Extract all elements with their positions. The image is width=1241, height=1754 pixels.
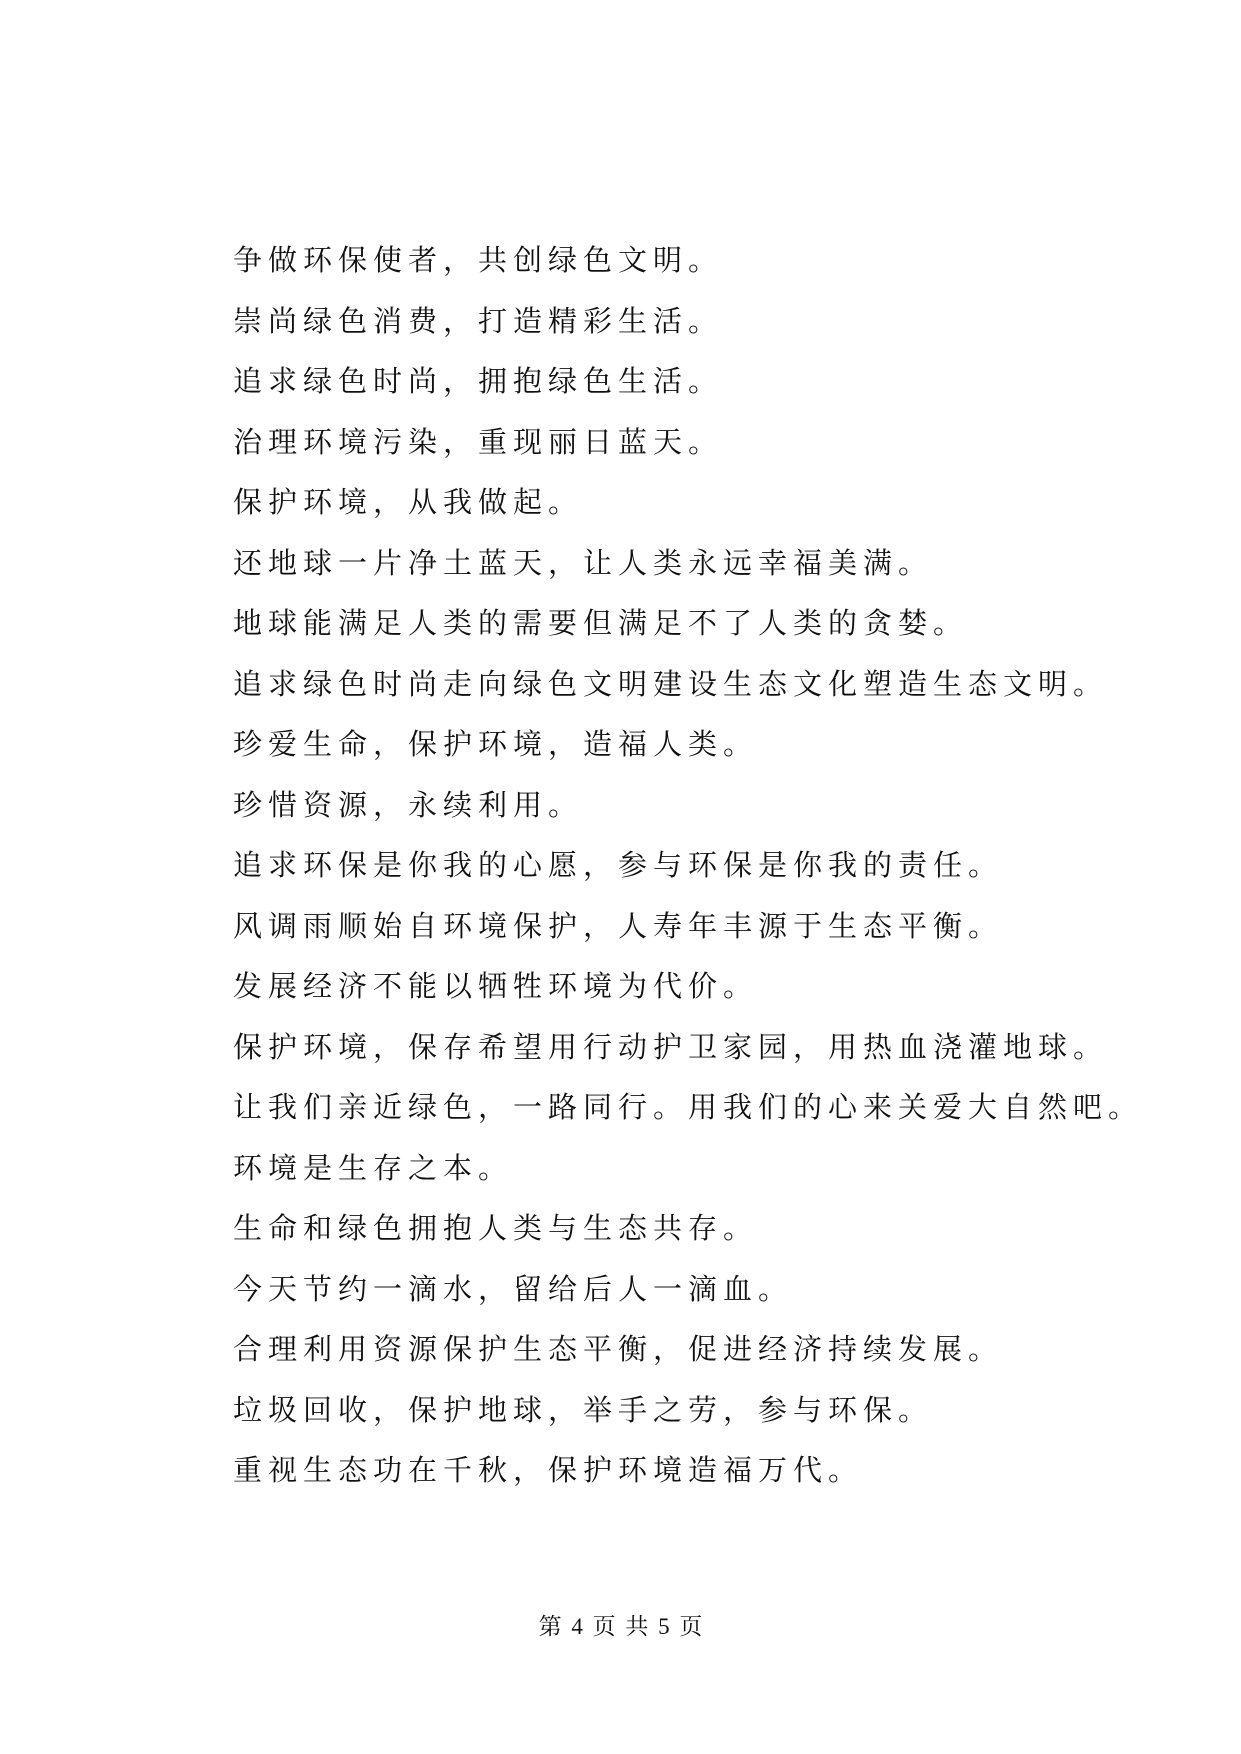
slogan-line: 珍爱生命，保护环境，造福人类。: [233, 727, 759, 761]
slogan-line: 还地球一片净土蓝天，让人类永远幸福美满。: [233, 545, 934, 580]
page-number-footer: 第 4 页 共 5 页: [538, 1614, 703, 1639]
slogan-line: 让我们亲近绿色，一路同行。用我们的心来关爱大自然吧。: [233, 1090, 1144, 1124]
slogan-line: 珍惜资源，永续利用。: [233, 787, 584, 822]
slogan-line: 合理利用资源保护生态平衡，促进经济持续发展。: [233, 1332, 1004, 1366]
slogan-line: 发展经济不能以牺牲环境为代价。: [233, 969, 759, 1003]
slogan-line: 重视生态功在千秋，保护环境造福万代。: [233, 1453, 864, 1487]
slogan-line: 追求环保是你我的心愿，参与环保是你我的责任。: [233, 848, 1004, 882]
slogan-list: [233, 230, 1144, 1501]
slogan-line: 今天节约一滴水，留给后人一滴血。: [233, 1271, 794, 1306]
slogan-line: 追求绿色时尚，拥抱绿色生活。: [233, 364, 724, 398]
slogan-line: 垃圾回收，保护地球，举手之劳，参与环保。: [233, 1392, 934, 1427]
slogan-line: 地球能满足人类的需要但满足不了人类的贪婪。: [233, 606, 969, 640]
slogan-line: 保护环境，保存希望用行动护卫家园，用热血浇灌地球。: [233, 1029, 1109, 1064]
slogan-line: 追求绿色时尚走向绿色文明建设生态文化塑造生态文明。: [233, 666, 1109, 701]
slogan-line: 环境是生存之本。: [233, 1150, 514, 1185]
slogan-line: 治理环境污染，重现丽日蓝天。: [233, 424, 724, 459]
slogan-line: 生命和绿色拥抱人类与生态共存。: [233, 1211, 759, 1245]
slogan-line: 崇尚绿色消费，打造精彩生活。: [233, 303, 724, 338]
slogan-line: 保护环境，从我做起。: [233, 485, 584, 519]
slogan-line: 争做环保使者，共创绿色文明。: [233, 243, 724, 277]
slogan-line: 风调雨顺始自环境保护，人寿年丰源于生态平衡。: [233, 908, 1004, 943]
